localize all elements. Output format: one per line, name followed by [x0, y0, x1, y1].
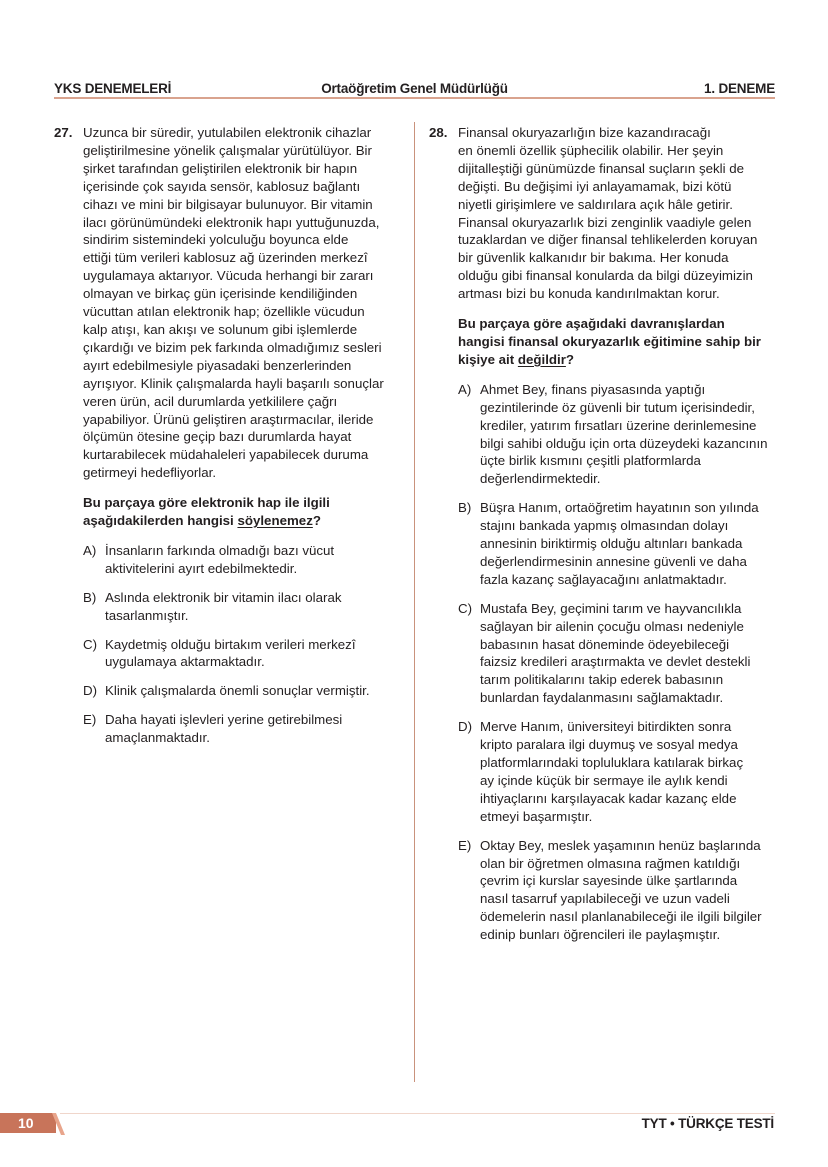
option-line: Ahmet Bey, finans piyasasında yaptığı: [480, 381, 706, 397]
passage-line: ayrışıyor. Klinik çalışmalarda hayli başarılı sonuçlar: [83, 375, 384, 391]
option-line: üçte birlik kısmını çeşitli platformlarda: [480, 453, 701, 469]
passage-line: yapabiliyor. Ürünü geliştiren araştırmacılar, ileride: [83, 411, 374, 427]
option-line: nasıl tasarruf yapılabileceği ve uzun vadeli: [480, 891, 730, 907]
passage-line: kurtarabilecek müdahaleleri yapabilecek duruma: [83, 447, 369, 463]
option-line: Merve Hanım, üniversiteyi bitirdikten sonra: [480, 719, 732, 735]
stem-line: Bu parçaya göre elektronik hap ile ilgili: [83, 495, 330, 511]
option-line: platformlarındaki topluluklara katılarak birkaç: [480, 755, 744, 770]
option-text: [105, 636, 400, 672]
passage-line: Finansal okuryazarlık bizi zenginlik vaadiyle gelen: [458, 214, 752, 230]
passage-line: geliştirilmesine yönelik çalışmalar yürütülüyor. Bir: [83, 142, 372, 158]
option-text: [480, 499, 785, 589]
passage-line: kalp atışı, kan akışı ve solunum gibi işlemlerde: [83, 321, 358, 337]
page-number-tab: [0, 1113, 56, 1133]
stem-question-mark: ?: [565, 351, 575, 367]
page-tab-slash-decoration: [52, 1111, 66, 1135]
option-line: edinip bunları öğrencileri ile paylaşmıştır.: [480, 927, 721, 943]
option-line: bilgi sahibi olduğu için orta düzeydeki kazancının: [480, 435, 768, 451]
stem-line: Bu parçaya göre aşağıdaki davranışlardan: [458, 316, 725, 332]
question-number: 28.: [429, 125, 448, 140]
option-line: ihtiyaçlarını karşılayacak kadar kazanç elde: [480, 790, 737, 806]
column-divider: [414, 122, 415, 1082]
passage-line: veren ürün, acil durumlarda yetkililere çağrı: [83, 393, 338, 409]
passage-line: cihazı ve mini bir bilgisayar bulunuyor. Bir vitamin: [83, 196, 373, 212]
passage-line: çıkardığı ve bizim pek farkında olmadığımız sesleri: [83, 339, 382, 355]
page-header: [54, 74, 775, 96]
passage-line: en önemli özellik şüphecilik olabilir. Her şeyin: [458, 142, 724, 158]
option-letter: B): [83, 589, 97, 605]
passage-line: ölçümün ötesine geçip bazı durumlarda hayat: [83, 429, 352, 445]
option-line: bunlardan faydalanmasını sağlamaktadır.: [480, 690, 724, 706]
option-b[interactable]: [83, 589, 400, 625]
question-stem: [83, 494, 400, 530]
page-number: 10: [18, 1115, 34, 1131]
question-28: [429, 124, 785, 955]
passage-line: sindirim sistemindeki yolculuğu boyunca elde: [83, 232, 349, 248]
stem-line: hangisi finansal okuryazarlık eğitimine sahip bir: [458, 333, 761, 349]
option-line: değerlendirmektedir.: [480, 471, 601, 487]
answer-options: [458, 381, 785, 944]
question-stem: [458, 315, 785, 369]
option-d[interactable]: [83, 682, 400, 700]
option-line: Klinik çalışmalarda önemli sonuçlar vermiştir.: [105, 683, 370, 699]
option-line: değerlendirmesinin annesine güvenli ve daha: [480, 553, 747, 569]
option-line: stajını bankada yapmış olmasından dolayı: [480, 518, 729, 534]
option-line: Mustafa Bey, geçimini tarım ve hayvancılıkla: [480, 600, 742, 616]
option-e[interactable]: [83, 711, 400, 747]
option-c[interactable]: [458, 600, 785, 707]
stem-emphasis: değildir: [517, 351, 566, 367]
option-letter: C): [458, 600, 473, 616]
passage-line: olduğu gibi finansal konularda da bilgi düzeyimizin: [458, 268, 753, 284]
answer-options: [83, 542, 400, 747]
option-line: gezintilerinde öz güvenli bir tutum içerisindedir,: [480, 399, 755, 415]
option-text: [105, 542, 400, 578]
option-line: uygulamaya aktarmaktadır.: [105, 654, 265, 670]
option-line: Aslında elektronik bir vitamin ilacı olarak: [105, 589, 342, 605]
option-text: [480, 837, 785, 944]
passage-line: bir güvenlik kalkanıdır bir bakıma. Her konuda: [458, 250, 729, 266]
option-line: faizsiz kredileri araştırmakta ve devlet destekli: [480, 654, 751, 670]
passage-line: getirmeyi hedefliyorlar.: [83, 465, 217, 481]
passage-line: ilacı görünümündeki elektronik hapı yuttuğunuzda,: [83, 214, 380, 230]
option-letter: B): [458, 500, 472, 516]
option-line: çevrim içi kurslar sayesinde ülke şartlarında: [480, 873, 738, 889]
header-divider: [54, 97, 775, 99]
option-letter: E): [83, 712, 97, 728]
question-27: [54, 124, 400, 758]
stem-question-mark: ?: [312, 513, 321, 529]
question-number: 27.: [54, 125, 73, 140]
option-line: etmeyi başarmıştır.: [480, 808, 593, 824]
option-line: Büşra Hanım, ortaöğretim hayatının son yılında: [480, 500, 759, 516]
option-line: olan bir öğretmen olmasına rağmen katıldığı: [480, 855, 741, 871]
passage-line: şirket tarafından geliştirilen elektronik bir hapın: [83, 160, 358, 176]
option-line: amaçlanmaktadır.: [105, 730, 210, 746]
stem-emphasis: söylenemez: [237, 513, 313, 529]
option-text: [480, 718, 785, 825]
passage-line: ettiği tüm verileri kablosuz ağ üzerinden merkezî: [83, 250, 368, 266]
passage-line: tuzaklardan ve diğer finansal tehlikelerden koruyan: [458, 232, 758, 248]
footer-test-title: TYT • TÜRKÇE TESTİ: [641, 1116, 774, 1131]
option-line: İnsanların farkında olmadığı bazı vücut: [105, 542, 335, 558]
option-letter: D): [458, 719, 473, 735]
option-line: Oktay Bey, meslek yaşamının henüz başlarında: [480, 837, 761, 853]
option-a[interactable]: [458, 381, 785, 488]
question-passage: [83, 124, 400, 482]
passage-line: uygulamaya aktarıyor. Vücuda herhangi bir zararı: [83, 268, 374, 284]
header-exam-number: 1. DENEME: [704, 81, 775, 96]
option-letter: A): [83, 542, 97, 558]
passage-line: vücuttan atılan elektronik hap; özellikle vücudun: [83, 304, 365, 320]
option-b[interactable]: [458, 499, 785, 589]
footer-divider: [60, 1113, 775, 1114]
passage-line: ayırt edebilmesiyle piyasadaki benzerlerinden: [83, 357, 352, 373]
header-series-title: YKS DENEMELERİ: [54, 81, 172, 96]
option-d[interactable]: [458, 718, 785, 825]
option-text: [105, 711, 400, 747]
option-line: kripto paralara ilgi duymuş ve sosyal medya: [480, 737, 738, 753]
option-e[interactable]: [458, 837, 785, 944]
option-line: krediler, yatırım fırsatları üzerine derinlemesine: [480, 417, 757, 433]
option-line: sağlayan bir ailenin çocuğu olması nedeniyle: [480, 618, 744, 634]
option-line: Kaydetmiş olduğu birtakım verileri merkezî: [105, 636, 356, 652]
option-line: babasının hasat döneminde ödeyebileceği: [480, 636, 730, 652]
header-institution: Ortaöğretim Genel Müdürlüğü: [321, 81, 508, 96]
stem-line: [458, 351, 785, 369]
stem-text: aşağıdakilerden hangisi: [83, 513, 238, 529]
option-letter: C): [83, 636, 98, 652]
option-letter: D): [83, 683, 98, 699]
option-line: annesinin biriktirmiş olduğu altınları bankada: [480, 536, 743, 552]
question-passage: [458, 124, 785, 303]
option-line: tarım politikalarını takip ederek babasının: [480, 672, 724, 688]
option-c[interactable]: [83, 636, 400, 672]
option-text: [105, 682, 400, 700]
option-line: ay içinde küçük bir sermaye ile aylık kendi: [480, 772, 728, 788]
passage-line: niyetli girişimlere ve saldırılara açık hâle getirir.: [458, 196, 733, 212]
option-line: tasarlanmıştır.: [105, 607, 189, 623]
passage-line: Finansal okuryazarlığın bize kazandıracağı: [458, 125, 711, 140]
option-line: Daha hayati işlevleri yerine getirebilmesi: [105, 712, 343, 728]
passage-line: Uzunca bir süredir, yutulabilen elektronik cihazlar: [83, 125, 372, 140]
option-letter: A): [458, 381, 472, 397]
passage-line: olmayan ve birkaç gün içerisinde kendiliğinden: [83, 286, 358, 302]
option-text: [480, 381, 785, 488]
passage-line: içerisinde çok sayıda sensör, kablosuz bağlantı: [83, 178, 361, 194]
option-letter: E): [458, 837, 472, 853]
passage-line: dijitalleştiği günümüzde finansal suçların şekli de: [458, 160, 745, 176]
passage-line: artması bizi bu konuda kandırılmaktan korur.: [458, 286, 720, 302]
option-text: [105, 589, 400, 625]
passage-line: değişti. Bu değişimi iyi anlayamamak, bizi kötü: [458, 178, 732, 194]
stem-text: kişiye ait: [458, 351, 518, 367]
option-a[interactable]: [83, 542, 400, 578]
option-line: aktivitelerini ayırt edebilmektedir.: [105, 560, 298, 576]
option-line: fazla kazanç sağlayacağını anlatmaktadır.: [480, 571, 727, 587]
option-line: ödemelerin nasıl planlanabileceği ile ilgili bilgiler: [480, 909, 762, 925]
stem-line: [83, 512, 400, 530]
option-text: [480, 600, 785, 707]
